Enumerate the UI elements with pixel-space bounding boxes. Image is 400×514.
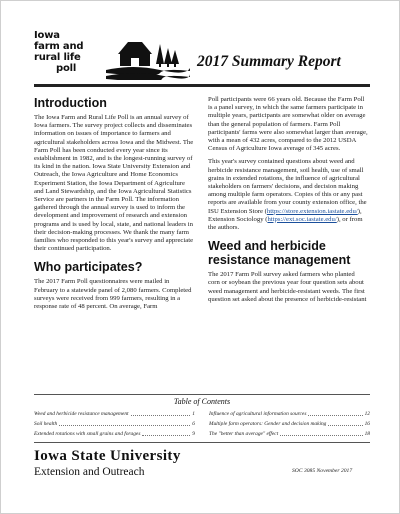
toc-entry[interactable] (34, 419, 195, 429)
who-participates-heading: Who participates? (34, 260, 143, 275)
table-of-contents (34, 394, 370, 443)
toc-entry-label: Multiple farm operators: Gender and decision making (209, 421, 327, 427)
toc-leader (59, 419, 190, 426)
toc-title: Table of Contents (173, 397, 231, 406)
publication-number: SOC 3085 November 2017 (292, 468, 353, 474)
toc-right-column (209, 409, 370, 439)
toc-leader (142, 429, 190, 436)
toc-leader (131, 409, 191, 416)
university-wordmark: Iowa State University (34, 448, 181, 464)
header-divider (34, 84, 370, 87)
survey-contents-text: ), or from the authors. (208, 215, 363, 232)
extension-wordmark: Extension and Outreach (34, 466, 145, 478)
toc-entry-label: Soil health (34, 421, 58, 427)
toc-bottom-rule (34, 442, 370, 443)
toc-entry[interactable] (209, 429, 370, 439)
weed-management-heading: Weed and herbicide resistance management (208, 239, 351, 268)
toc-entry[interactable] (209, 419, 370, 429)
survey-contents-paragraph (208, 158, 368, 232)
logo-line: Iowa (34, 30, 60, 41)
toc-entry[interactable] (34, 409, 195, 419)
introduction-heading: Introduction (34, 96, 107, 110)
toc-leader (328, 419, 362, 426)
toc-left-column (34, 409, 195, 439)
extension-sociology-link[interactable]: https://ext.soc.iastate.edu/ (267, 215, 337, 223)
toc-entry-label: The "better than average" effect (209, 431, 279, 437)
survey-contents-text: This year's survey contained questions about weed and herbicide resistance management, soil health, use of small grains in extended rotations, the influence of agricultural stakeholders on farmers' decisions, and decision making among multiple farm operators. Copies of this or any past reports are available from your county extension office, the ISU Extension Store ( (208, 158, 367, 215)
farm-poll-logo-text (34, 30, 104, 74)
report-title: 2017 Summary Report (197, 53, 341, 70)
toc-entry[interactable] (209, 409, 370, 419)
toc-entry-page: 16 (364, 421, 370, 427)
toc-top-rule (34, 394, 370, 395)
toc-leader (308, 409, 362, 416)
toc-entry-page: 9 (192, 431, 195, 437)
toc-entry-label: Weed and herbicide resistance management (34, 411, 129, 417)
toc-entry[interactable] (34, 429, 195, 439)
toc-entry-page: 6 (192, 421, 195, 427)
weed-management-paragraph: The 2017 Farm Poll survey asked farmers who planted corn or soybean the previous year four question sets about weed management and herbicide-resistant weeds. The first question set asked about the presence of herbicide-resistant (208, 271, 367, 303)
toc-entry-page: 1 (192, 411, 195, 417)
farm-barn-logo-icon (104, 30, 192, 80)
introduction-paragraph: The Iowa Farm and Rural Life Poll is an annual survey of Iowa farmers. The survey project collects and disseminates information on issues of importance to farmers and agricultural stakeholders across Iowa and the Midwest. The Farm Poll has been conducted every year since its establishment in 1982, and is the longest-running survey of its kind in the nation. Iowa State University Extension and Outreach, the Iowa Agriculture and Home Economics Experiment Station, the Iowa Department of Agriculture and Land Stewardship, and the Iowa Agricultural Statistics Service are partners in the Farm Poll. The information gathered through the annual survey is used to inform the development and improvement of research and extension programs and is used by local, state, and national leaders in their decision-making processes. We thank the many farm families who responded to this year's survey and appreciate their continued participation. (34, 114, 194, 253)
left-column (34, 96, 194, 316)
toc-leader (280, 429, 362, 436)
right-column (208, 96, 368, 309)
toc-entry-page: 12 (364, 411, 370, 417)
logo-line: rural life (34, 52, 81, 63)
logo-line: poll (56, 63, 77, 74)
toc-entry-page: 18 (364, 431, 370, 437)
toc-entry-label: Influence of agricultural information sources (209, 411, 307, 417)
who-participates-paragraph: The 2017 Farm Poll questionnaires were mailed in February to a statewide panel of 2,080 farmers. Completed surveys were received from 999 farmers, resulting in a response rate of 48 percent. On average, Farm (34, 278, 192, 311)
extension-store-link[interactable]: https://store.extension.iastate.edu/ (266, 207, 358, 215)
logo-line: farm and (34, 41, 84, 52)
toc-entry-label: Extended rotations with small grains and forages (34, 431, 141, 437)
participants-paragraph: Poll participants were 66 years old. Because the Farm Poll is a panel survey, in which the same farmers participate in multiple years, participants are somewhat older on average than the general population of farmers. Farm Poll participants' farms were also somewhat larger than average, with a mean of 432 acres, compared to the 2012 USDA Census of Agriculture Iowa average of 345 acres. (208, 96, 368, 153)
survey-contents-text: ), Extension Sociology ( (208, 207, 362, 223)
